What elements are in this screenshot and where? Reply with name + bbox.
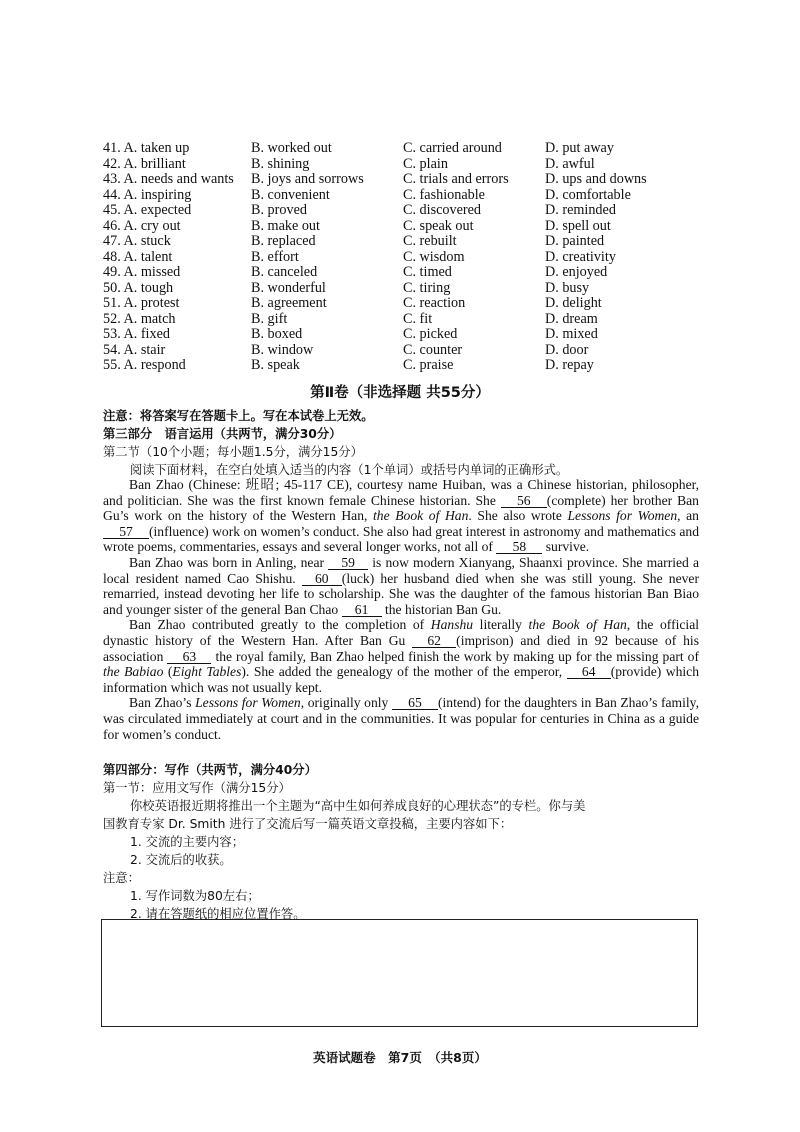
writing-point: 2. 交流后的收获。 (130, 853, 232, 867)
option-d: D. enjoyed (545, 264, 608, 280)
option-b: B. shining (251, 155, 310, 172)
option-row (103, 188, 703, 204)
option-c: C. fashionable (403, 186, 485, 203)
option-d: D. awful (545, 155, 595, 172)
page-footer: 英语试题卷 第7页 （共8页） (313, 1050, 487, 1065)
blank-64[interactable]: 64 (567, 665, 611, 679)
blank-57[interactable]: 57 (103, 525, 149, 539)
option-row (103, 172, 703, 188)
option-a: 51. A. protest (103, 295, 180, 311)
option-b: B. window (251, 341, 314, 358)
option-b: B. convenient (251, 186, 330, 203)
option-a: 50. A. tough (103, 279, 174, 296)
option-a: 45. A. expected (103, 202, 192, 218)
option-c: C. discovered (403, 202, 482, 218)
option-c: C. praise (403, 357, 454, 373)
option-b: B. worked out (251, 140, 332, 156)
passage-paragraph: Ban Zhao’s Lessons for Women, originally only 65 (intend) for the daughters in Ban Zhao’s family, was circulated immediately at court and in the communities. It was popular for centuries in China as a guide for women’s conduct. (103, 695, 699, 742)
option-c: C. counter (403, 341, 463, 358)
option-a: 46. A. cry out (103, 217, 181, 234)
option-c: C. timed (403, 264, 452, 280)
option-b: B. gift (251, 310, 288, 327)
option-d: D. painted (545, 233, 605, 249)
option-row (103, 327, 703, 343)
option-c: C. plain (403, 155, 448, 172)
option-row (103, 203, 703, 219)
passage-paragraph: Ban Zhao (Chinese: 班昭; 45-117 CE), courtesy name Huiban, was a Chinese historian, philosopher, and politician. She was the first known female Chinese historian. She 56 (complete) her brother Ban Gu’s work on the history of the Western Han, the Book of Han. She also wrote Lessons for Women, an 57 (influence) work on women’s conduct. She also had great interest in astronomy and mathematics and wrote poems, commentaries, essays and several longer works, not all of 58 survive. (103, 477, 699, 555)
option-d: D. busy (545, 279, 590, 296)
option-d: D. mixed (545, 326, 598, 342)
option-row (103, 234, 703, 250)
option-d: D. repay (545, 357, 594, 373)
blank-60[interactable]: 60 (302, 572, 342, 586)
option-c: C. wisdom (403, 248, 465, 265)
option-row (103, 157, 703, 173)
blank-62[interactable]: 62 (412, 634, 456, 648)
passage-paragraph: Ban Zhao contributed greatly to the completion of Hanshu literally the Book of Han, the official dynastic history of the Western Han. After Ban Gu 62 (imprison) and died in 92 because of his association 63 the royal family, Ban Zhao helped finish the work by making up for the missing part of the Babiao (Eight Tables). She added the genealogy of the mother of the emperor, 64 (provide) which information which was not usually kept. (103, 617, 699, 695)
option-row (103, 265, 703, 281)
option-c: C. trials and errors (403, 171, 509, 187)
attention-item: 1. 写作词数为80左右； (130, 889, 260, 903)
notice: 注意：将答案写在答题卡上。写在本试卷上无效。 (103, 409, 374, 423)
writing-prompt-line1: 你校英语报近期将推出一个主题为“高中生如何养成良好的心理状态”的专栏。你与美 (130, 799, 586, 813)
option-a: 49. A. missed (103, 264, 181, 280)
option-row (103, 312, 703, 328)
option-b: B. effort (251, 248, 299, 265)
option-b: B. joys and sorrows (251, 171, 364, 187)
option-row (103, 358, 703, 374)
option-a: 48. A. talent (103, 248, 173, 265)
option-a: 53. A. fixed (103, 326, 170, 342)
option-c: C. rebuilt (403, 233, 457, 249)
option-row (103, 296, 703, 312)
option-c: C. fit (403, 310, 433, 327)
option-a: 44. A. inspiring (103, 186, 192, 203)
option-row (103, 250, 703, 266)
passage-paragraph: Ban Zhao was born in Anling, near 59 is now modern Xianyang, Shaanxi province. She married a local resident named Cao Shishu. 60 (luck) her husband died when she was still young. She never remarried, instead devoting her life to scholarship. She was the daughter of the famous historian Ban Biao and younger sister of the general Ban Chao 61 the historian Ban Gu. (103, 554, 699, 617)
blank-56[interactable]: 56 (501, 494, 547, 508)
answer-box[interactable] (101, 919, 698, 1027)
option-row (103, 141, 703, 157)
option-row (103, 343, 703, 359)
option-b: B. make out (251, 217, 320, 234)
part3-instruction: 阅读下面材料，在空白处填入适当的内容（1个单词）或括号内单词的正确形式。 (130, 463, 569, 477)
option-d: D. delight (545, 295, 602, 311)
volume-title: 第Ⅱ卷（非选择题 共55分） (310, 385, 490, 401)
blank-58[interactable]: 58 (496, 540, 542, 554)
part4-section-title: 第一节：应用文写作（满分15分） (103, 781, 291, 795)
option-d: D. door (545, 341, 589, 358)
option-a: 47. A. stuck (103, 233, 171, 249)
option-d: D. dream (545, 310, 598, 327)
option-b: B. canceled (251, 264, 318, 280)
option-d: D. reminded (545, 202, 616, 218)
part4-title: 第四部分：写作（共两节，满分40分） (103, 763, 317, 777)
option-d: D. put away (545, 140, 614, 156)
passage (103, 477, 699, 742)
blank-63[interactable]: 63 (167, 650, 211, 664)
cloze-options (103, 141, 703, 374)
blank-61[interactable]: 61 (342, 603, 382, 617)
option-b: B. wonderful (251, 279, 326, 296)
option-b: B. speak (251, 357, 300, 373)
option-b: B. boxed (251, 326, 303, 342)
option-b: B. agreement (251, 295, 327, 311)
part3-section-title: 第二节（10个小题；每小题1.5分，满分15分） (103, 445, 363, 459)
writing-prompt-line2: 国教育专家 Dr. Smith 进行了交流后写一篇英语文章投稿，主要内容如下： (103, 817, 513, 831)
option-a: 55. A. respond (103, 357, 186, 373)
option-a: 43. A. needs and wants (103, 171, 234, 187)
option-d: D. spell out (545, 217, 611, 234)
option-c: C. tiring (403, 279, 451, 296)
option-a: 54. A. stair (103, 341, 166, 358)
option-c: C. reaction (403, 295, 466, 311)
writing-point: 1. 交流的主要内容； (130, 835, 245, 849)
attention-label: 注意： (103, 871, 140, 885)
option-d: D. creativity (545, 248, 616, 265)
option-a: 52. A. match (103, 310, 176, 327)
option-a: 41. A. taken up (103, 140, 190, 156)
option-b: B. replaced (251, 233, 316, 249)
option-d: D. ups and downs (545, 171, 647, 187)
option-b: B. proved (251, 202, 307, 218)
part3-title: 第三部分 语言运用（共两节，满分30分） (103, 427, 342, 441)
option-a: 42. A. brilliant (103, 155, 186, 172)
option-row (103, 219, 703, 235)
option-row (103, 281, 703, 297)
option-d: D. comfortable (545, 186, 631, 203)
option-c: C. speak out (403, 217, 474, 234)
option-c: C. carried around (403, 140, 502, 156)
attention-item: 2. 请在答题纸的相应位置作答。 (130, 907, 306, 921)
blank-59[interactable]: 59 (328, 556, 368, 570)
blank-65[interactable]: 65 (392, 696, 438, 710)
option-c: C. picked (403, 326, 458, 342)
